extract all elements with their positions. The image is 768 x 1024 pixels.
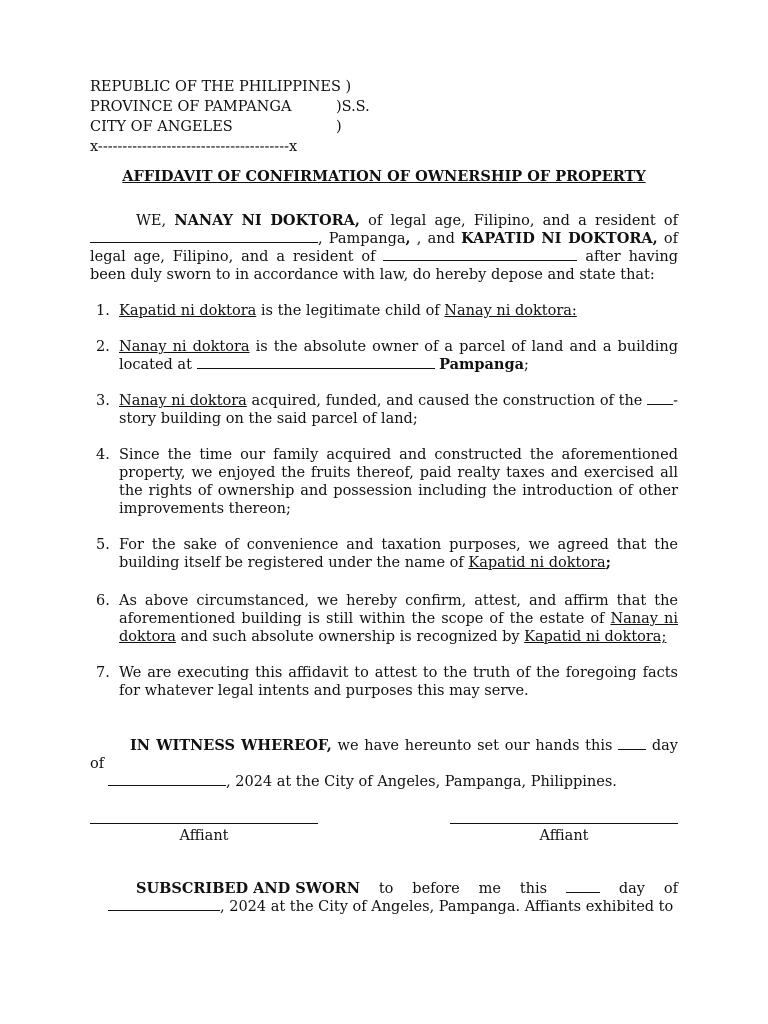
jurat-month-blank <box>108 898 220 911</box>
party-nanay: NANAY NI DOKTORA, <box>174 212 360 229</box>
caption-paren: ) <box>336 119 342 135</box>
list-item: 2. Nanay ni doktora is the absolute owner of a parcel of land and a building located at Pampanga; <box>96 339 678 373</box>
list-item: 1. Kapatid ni doktora is the legitimate child of Nanay ni doktora: <box>96 303 577 319</box>
affiant-label-left: Affiant <box>179 828 229 844</box>
party-kapatid: KAPATID NI DOKTORA, <box>461 230 658 247</box>
affiant-label-right: Affiant <box>539 828 589 844</box>
jurat-day-blank <box>566 880 600 893</box>
list-item: 4. Since the time our family acquired and constructed the aforementioned property, we enjoyed the fruits thereof, paid realty taxes and exercised all the rights of ownership and possession including the introduction of other improvements thereon; <box>96 447 678 517</box>
jurat-paragraph: SUBSCRIBED AND SWORN to before me this day of , 2024 at the City of Angeles, Pampanga. Affiants exhibited to <box>90 880 678 916</box>
residence-blank-2 <box>383 248 577 261</box>
residence-blank-1 <box>90 230 318 243</box>
intro-paragraph: WE, NANAY NI DOKTORA, of legal age, Filipino, and a resident of , Pampanga, , and KAPATID NI DOKTORA, of legal age, Filipino, and a resident of after having been duly sworn to in accordance with law, do hereby depose and state that: <box>90 212 678 283</box>
witness-day-blank <box>618 737 646 750</box>
document-title: AFFIDAVIT OF CONFIRMATION OF OWNERSHIP OF PROPERTY <box>122 168 646 185</box>
case-caption <box>90 78 390 158</box>
caption-ss: )S.S. <box>336 99 370 115</box>
caption-line-republic: REPUBLIC OF THE PHILIPPINES ) <box>90 79 352 95</box>
witness-paragraph: IN WITNESS WHEREOF, we have hereunto set our hands this day of , 2024 at the City of Angeles, Pampanga, Philippines. <box>90 737 678 790</box>
caption-line-province: PROVINCE OF PAMPANGA )S.S. <box>90 99 370 115</box>
story-count-blank <box>647 392 673 405</box>
list-item: 3. Nanay ni doktora acquired, funded, and caused the construction of the -story building on the said parcel of land; <box>96 393 678 427</box>
location-blank <box>197 356 435 369</box>
signature-line-right <box>450 823 678 824</box>
signature-line-left <box>90 823 318 824</box>
caption-line-city: CITY OF ANGELES ) <box>90 119 342 135</box>
caption-separator: x---------------------------------------x <box>90 139 298 155</box>
list-item: 7. We are executing this affidavit to attest to the truth of the foregoing facts for whatever legal intents and purposes this may serve. <box>96 665 678 699</box>
witness-month-blank <box>108 773 226 786</box>
list-item: 5. For the sake of convenience and taxation purposes, we agreed that the building itself be registered under the name of Kapatid ni doktora; <box>96 537 678 571</box>
list-item: 6. As above circumstanced, we hereby confirm, attest, and affirm that the aforementioned building is still within the scope of the estate of Nanay ni doktora and such absolute ownership is recognized by Kapatid ni doktora; <box>96 593 678 645</box>
